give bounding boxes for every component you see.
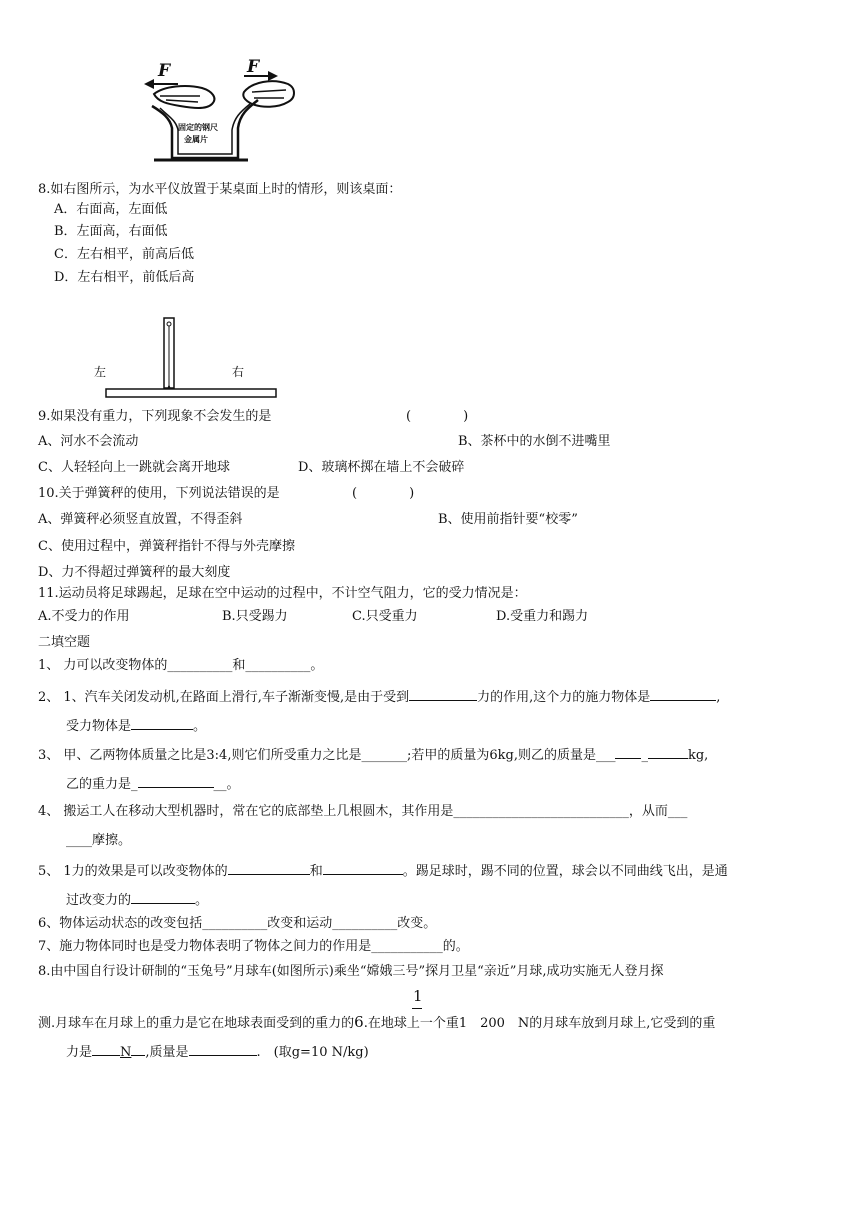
q10-paren: ( ) (352, 486, 415, 501)
fill2-part3: , (716, 690, 721, 705)
fill1-part3: 。 (310, 658, 324, 673)
fill3-blank3a: _ (131, 777, 138, 792)
fill5-part5: 。 (195, 893, 209, 908)
q9-option-d: D、玻璃杯掷在墙上不会破碎 (298, 460, 465, 475)
fill5-blank1 (228, 861, 310, 875)
force-label-left: F (158, 61, 171, 81)
fill2-blank1 (409, 687, 477, 701)
q8-option-b: B．左面高，右面低 (54, 224, 168, 239)
fill6-part1: 6、物体运动状态的改变包括 (38, 916, 203, 931)
fill-question-6 (38, 915, 436, 933)
fill6-part2: 改变和运动 (267, 916, 333, 931)
fill3-part5: 。 (226, 777, 240, 792)
fill-question-7 (38, 938, 469, 956)
fill2-part4: 受力物体是 (66, 719, 132, 734)
fill5-part1: 5、 1力的效果是可以改变物体的 (38, 864, 228, 879)
fill8-blank1 (92, 1042, 120, 1056)
fill5-part4: 过改变力的 (66, 893, 132, 908)
fraction-numerator: 1 (413, 987, 423, 1005)
fill3-part1: 3、 甲、乙两物体质量之比是3:4,则它们所受重力之比是 (38, 748, 362, 763)
fill-question-4-line1 (38, 803, 687, 821)
q8-option-c: C．左右相平，前高后低 (54, 247, 194, 262)
q11-option-a: A.不受力的作用 (38, 609, 130, 624)
fill8-part5: ,质量是 (145, 1045, 189, 1060)
fill3-blank1: _______ (361, 748, 407, 763)
q8-stem: 8.如右图所示，为水平仪放置于某桌面上时的情形，则该桌面： (38, 182, 402, 197)
fill6-part3: 改变。 (397, 916, 437, 931)
fill8-part3: 力是 (66, 1045, 93, 1060)
q10-option-a: A、弹簧秤必须竖直放置，不得歪斜 (38, 512, 243, 527)
fill3-blank2a: ___ (595, 748, 616, 763)
fraction-denominator: 6 (354, 1013, 364, 1031)
fill1-part1: 1、 力可以改变物体的 (38, 658, 168, 673)
q8-option-a: A．右面高，左面低 (54, 202, 168, 217)
fill7-part2: 的。 (442, 939, 469, 954)
q9-option-b: B、茶杯中的水倒不进嘴里 (458, 434, 611, 449)
level-instrument-figure (100, 312, 280, 404)
q10-option-b: B、使用前指针要“校零” (438, 512, 578, 527)
fill7-part1: 7、施力物体同时也是受力物体表明了物体之间力的作用是 (38, 939, 372, 954)
fill1-part2: 和 (232, 658, 246, 673)
q10-stem: 10.关于弹簧秤的使用，下列说法错误的是 (38, 486, 280, 501)
q11-option-c: C.只受重力 (352, 609, 418, 624)
figure-label-line2: 金属片 (184, 134, 208, 144)
fill5-part2: 和 (309, 864, 323, 879)
q10-option-c: C、使用过程中，弹簧秤指针不得与外壳摩擦 (38, 539, 295, 554)
q10-option-d: D、力不得超过弹簧秤的最大刻度 (38, 565, 231, 580)
fill4-part2: ，从而 (628, 804, 668, 819)
q11-option-d: D.受重力和踢力 (496, 609, 589, 624)
fill3-blank2-line2 (648, 745, 688, 759)
fill5-part3: 。踢足球时，踢不同的位置，球会以不同曲线飞出，是通 (402, 864, 728, 879)
q9-paren: ( ) (406, 409, 469, 424)
fill-question-3-line1 (38, 745, 708, 765)
section-title: 二填空题 (38, 635, 91, 650)
fill1-blank2: __________ (245, 658, 311, 673)
fill8-part6: . (取g=10 N/kg) (256, 1045, 369, 1060)
fill8-blank1-tail (131, 1042, 145, 1056)
fill2-blank2 (650, 687, 716, 701)
fill2-blank3 (131, 716, 193, 730)
fill-question-3-line2 (66, 774, 240, 794)
fill4-blank3: ____ (66, 833, 92, 848)
q8-option-d: D．左右相平，前低后高 (54, 270, 195, 285)
fill4-blank2: ___ (667, 804, 688, 819)
fill8-unit: N (120, 1045, 132, 1060)
fill6-blank1: __________ (202, 916, 268, 931)
fill2-part5: 。 (193, 719, 207, 734)
force-label-right: F (247, 57, 260, 77)
fill3-part2: ;若甲的质量为6kg,则乙的质量是 (406, 748, 596, 763)
fill3-part3: kg, (687, 748, 709, 763)
fill1-blank1: __________ (167, 658, 233, 673)
fill-question-5-line1 (38, 861, 728, 881)
fill3-blank2-line1 (615, 745, 641, 759)
fill-question-5-line2 (66, 890, 208, 910)
fill-question-8-line3 (66, 1042, 369, 1062)
fill-question-4-line2 (66, 832, 131, 850)
q9-option-c: C、人轻轻向上一跳就会离开地球 (38, 460, 230, 475)
figure-label-line1: 固定的钢尺 (178, 122, 218, 132)
fill-question-2-line1 (38, 687, 720, 707)
fill-question-8-line2 (38, 1013, 715, 1033)
fill3-part4: 乙的重力是 (66, 777, 132, 792)
figure-left-label: 左 (94, 365, 107, 379)
fill3-blank3-line (138, 774, 214, 788)
q9-option-a: A、河水不会流动 (38, 434, 139, 449)
fraction-bar (411, 1007, 423, 1010)
q11-stem: 11.运动员将足球踢起，足球在空中运动的过程中，不计空气阻力，它的受力情况是： (38, 586, 527, 601)
fill4-blank1: ___________________________ (453, 804, 629, 819)
fill2-part1: 2、 1、汽车关闭发动机,在路面上滑行,车子渐渐变慢,是由于受到 (38, 690, 410, 705)
fill3-blank3b: __ (213, 777, 227, 792)
fill7-blank1: ___________ (371, 939, 443, 954)
fill8-blank2 (189, 1042, 257, 1056)
fill4-part1: 4、 搬运工人在移动大型机器时，常在它的底部垫上几根圆木，其作用是 (38, 804, 454, 819)
fill-question-1 (38, 657, 323, 675)
fill5-blank3 (131, 890, 195, 904)
fill-question-2-line2 (66, 716, 206, 736)
q11-option-b: B.只受踢力 (222, 609, 288, 624)
figure-right-label: 右 (232, 365, 245, 379)
fill4-part3: 摩擦。 (92, 833, 132, 848)
fill8-part2: .在地球上一个重1 200 N的月球车放到月球上,它受到的重 (363, 1016, 716, 1031)
fill6-blank2: __________ (332, 916, 398, 931)
fill-question-8-line1: 8.由中国自行设计研制的“玉兔号”月球车(如图所示)乘坐“嫦娥三号”探月卫星“亲近”月球,成功实施无人登月探 (38, 964, 664, 979)
fill3-blank2b: _ (641, 748, 648, 763)
fill5-blank2 (323, 861, 403, 875)
fill8-part1: 测.月球车在月球上的重力是它在地球表面受到的重力的 (38, 1016, 355, 1031)
q9-stem: 9.如果没有重力，下列现象不会发生的是 (38, 409, 272, 424)
fill2-part2: 力的作用,这个力的施力物体是 (477, 690, 651, 705)
